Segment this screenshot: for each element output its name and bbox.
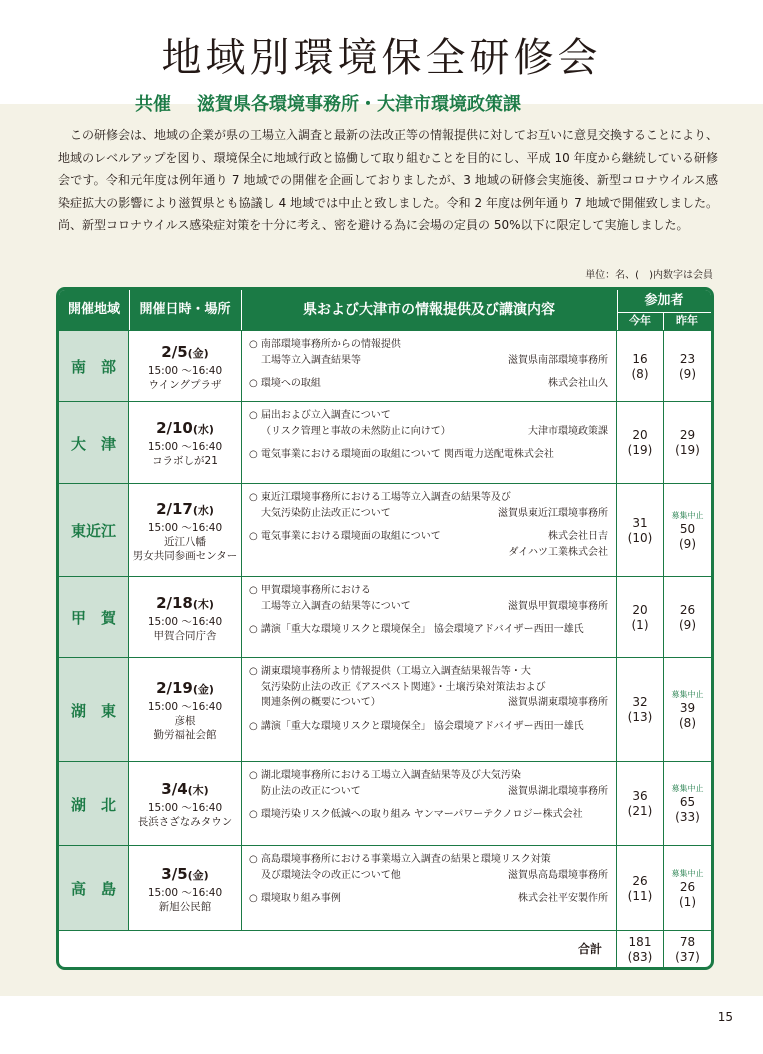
this-year-count-cell [617, 762, 664, 846]
this-year-count: 20 [632, 428, 648, 442]
last-year-count-cell [664, 577, 711, 658]
region-cell: 湖 東 [59, 658, 129, 762]
last-year-member-count: (19) [675, 443, 700, 457]
content-text: ○ 電気事業における環境面の取組について 関西電力送配電株式会社 [249, 449, 554, 460]
content-text: ○ 東近江環境事務所における工場等立入調査の結果等及び [249, 492, 511, 503]
date-venue-cell [129, 331, 242, 402]
content-organization: 滋賀県湖東環境事務所 [508, 697, 608, 708]
this-year-count: 32 [632, 695, 648, 709]
last-year-member-count: (9) [679, 536, 696, 551]
this-year-count-cell [617, 484, 664, 577]
total-last-year-member: (37) [675, 949, 700, 964]
content-text: ○ 湖北環境事務所における工場立入調査結果等及び大気汚染 [249, 770, 521, 781]
date-value: 3/5 [161, 864, 188, 883]
region-cell: 湖 北 [59, 762, 129, 846]
content-line [249, 408, 608, 424]
this-year-count: 31 [632, 515, 648, 530]
content-cell [241, 402, 617, 484]
venue-text: 甲賀合同庁舎 [153, 629, 217, 642]
last-year-count-cell [664, 846, 711, 931]
intro-text [58, 124, 718, 237]
content-line [249, 695, 608, 711]
table-row [59, 761, 711, 846]
content-text: 工場等立入調査結果等 [261, 354, 361, 366]
time-range: 15:00 ～16:40 [147, 701, 223, 713]
table-row [59, 330, 711, 402]
time-range: 15:00 ～16:40 [147, 521, 223, 534]
content-organization: 滋賀県甲賀環境事務所 [508, 600, 608, 612]
content-line [249, 784, 608, 800]
weekday-label: (木) [187, 784, 209, 797]
content-text: ○ 湖東環境事務所より情報提供（工場立入調査結果報告等・大 [249, 666, 531, 677]
this-year-member-count: (8) [631, 366, 649, 381]
table-row [59, 576, 711, 658]
this-year-member-count: (1) [631, 617, 649, 632]
content-organization: 滋賀県東近江環境事務所 [498, 507, 608, 519]
weekday-label: (木) [192, 597, 214, 611]
weekday-label: (金) [192, 683, 214, 696]
cancel-note: 募集中止 [671, 510, 704, 520]
page-number: 15 [717, 1010, 733, 1024]
content-line [249, 719, 608, 735]
table-row [59, 483, 711, 577]
last-year-member-count: (8) [679, 716, 696, 730]
content-text: ○ 講演「重大な環境リスクと環境保全」 協会環境アドバイザー西田一雄氏 [249, 624, 584, 635]
content-text: ○ 電気事業における環境面の取組について [249, 531, 441, 542]
organizer-line [135, 92, 521, 118]
date-venue-cell [129, 762, 242, 846]
content-organization: 株式会社日吉 [548, 531, 608, 542]
last-year-count-cell [664, 762, 711, 846]
date-label [129, 342, 241, 364]
last-year-count: 26 [679, 602, 696, 617]
last-year-count: 29 [679, 428, 696, 442]
venue-text: ウイングプラザ [148, 378, 222, 391]
content-cell [241, 762, 617, 846]
date-label [129, 418, 241, 440]
weekday-label: (金) [187, 868, 209, 882]
content-organization: 大津市環境政策課 [528, 425, 608, 437]
content-text: 関連条例の概要について） [261, 697, 381, 708]
header-date: 開催日時・場所 [129, 290, 242, 330]
date-venue-cell [129, 846, 242, 931]
weekday-label: (金) [187, 346, 209, 360]
content-text: （リスク管理と事故の未然防止に向けて） [261, 425, 451, 437]
this-year-count-cell [617, 331, 664, 402]
last-year-member-count: (9) [679, 617, 696, 632]
content-line [249, 599, 608, 615]
date-label [129, 593, 241, 615]
content-line [249, 891, 608, 907]
venue-text: 彦根 [174, 715, 196, 727]
content-text: 大気汚染防止法改正について [261, 507, 391, 519]
venue-text: コラボしが21 [152, 455, 218, 467]
content-cell [241, 846, 617, 931]
this-year-count-cell [617, 846, 664, 931]
this-year-member-count: (21) [627, 804, 653, 818]
cancel-note: 募集中止 [671, 868, 704, 878]
date-value: 3/4 [161, 780, 188, 798]
this-year-member-count: (13) [627, 710, 653, 724]
this-year-count-cell [617, 658, 664, 762]
this-year-count-cell [617, 402, 664, 484]
total-last-year-value: 78 [679, 934, 696, 949]
date-label [129, 779, 241, 801]
this-year-count: 36 [632, 789, 648, 803]
content-organization: 滋賀県湖北環境事務所 [508, 785, 608, 797]
content-organization: 滋賀県高島環境事務所 [508, 869, 608, 881]
total-last-year [664, 931, 711, 968]
table-header [59, 290, 711, 330]
venue-text: 近江八幡 [164, 535, 206, 548]
content-line [249, 664, 608, 680]
content-cell [241, 331, 617, 402]
content-organization: 滋賀県南部環境事務所 [508, 354, 608, 366]
cancel-note: 募集中止 [671, 784, 704, 793]
region-cell: 東近江 [59, 484, 129, 577]
last-year-member-count: (9) [679, 366, 696, 381]
content-line [249, 868, 608, 884]
content-line [249, 680, 608, 696]
this-year-count: 26 [632, 873, 648, 888]
table-row [59, 845, 711, 931]
content-text: ○ 高島環境事務所における事業場立入調査の結果と環境リスク対策 [249, 854, 551, 865]
content-line [249, 852, 608, 868]
content-organization: 株式会社平安製作所 [518, 893, 608, 904]
last-year-member-count: (33) [675, 810, 700, 824]
date-venue-cell [129, 402, 242, 484]
this-year-member-count: (19) [627, 443, 653, 457]
organizer-text: 滋賀県各環境事務所・大津市環境政策課 [197, 94, 521, 115]
content-line [249, 529, 608, 545]
total-this-year-value: 181 [628, 934, 652, 949]
content-line [249, 337, 608, 353]
header-last-year: 昨年 [676, 314, 698, 327]
content-line [249, 506, 608, 522]
weekday-label: (水) [192, 503, 214, 517]
content-cell [241, 577, 617, 658]
date-label [129, 678, 241, 700]
header-this-year: 今年 [617, 312, 664, 330]
content-text: 及び環境法令の改正について他 [261, 869, 401, 881]
page-title: 地域別環境保全研修会 [161, 35, 602, 81]
last-year-count: 65 [679, 795, 696, 809]
date-value: 2/10 [156, 419, 193, 437]
venue-text: 新旭公民館 [158, 900, 212, 913]
content-text: ○ 甲賀環境事務所における [249, 585, 371, 596]
this-year-member-count: (10) [627, 530, 653, 545]
last-year-count: 23 [679, 351, 696, 366]
content-text: ○ 環境への取組 [249, 378, 321, 389]
total-row [59, 930, 711, 968]
content-line [249, 622, 608, 638]
time-range: 15:00 ～16:40 [147, 615, 223, 628]
region-cell: 高 島 [59, 846, 129, 931]
date-value: 2/18 [156, 593, 193, 612]
content-text: 気汚染防止法の改正《アスベスト関連》・土壌汚染対策法および [261, 681, 546, 693]
this-year-count: 16 [632, 351, 648, 366]
venue-text: 男女共同参画センター [132, 549, 238, 562]
date-label [129, 864, 241, 886]
content-line [249, 768, 608, 784]
header-content: 県および大津市の情報提供及び講演内容 [241, 290, 618, 330]
table-row [59, 657, 711, 762]
content-text: 工場等立入調査の結果等について [261, 600, 411, 612]
content-cell [241, 658, 617, 762]
this-year-member-count: (11) [627, 888, 653, 903]
organizer-label: 共催 [135, 94, 171, 115]
unit-note: 単位：名、( )内数字は会員 [585, 270, 713, 281]
time-range: 15:00 ～16:40 [147, 886, 223, 899]
time-range: 15:00 ～16:40 [147, 441, 223, 453]
content-line [249, 447, 608, 463]
content-text: 防止法の改正について [261, 785, 361, 797]
cancel-note: 募集中止 [671, 690, 704, 699]
content-text: ○ 環境取り組み事例 [249, 893, 341, 904]
intro-paragraph: この研修会は、地域の企業が県の工場立入調査と最新の法改正等の情報提供に対してお互いに意見交換することにより、地域のレベルアップを図り、環境保全に地域行政と協働して取り組むことを目的にし、平成 10 年度から継続している研修会です。令和元年度は例年通り 7 地域での開催を企画しておりましたが、3 地域の研修会実施後、新型コロナウイルス感染症拡大の影響により滋賀県とも協議し 4 地域では中止と致しました。令和 2 年度は例年通り 7 地域で開催致しました。尚、新型コロナウイルス感染症対策を十分に考え、密を避ける為に会場の定員の 50%以下に限定して実施しました。 [58, 128, 719, 232]
last-year-count-cell [664, 331, 711, 402]
seminar-table [56, 287, 714, 970]
date-value: 2/17 [156, 499, 193, 518]
content-organization: 株式会社山久 [548, 378, 608, 389]
content-text: ○ 講演「重大な環境リスクと環境保全」 協会環境アドバイザー西田一雄氏 [249, 720, 584, 732]
content-text: ○ 南部環境事務所からの情報提供 [249, 339, 401, 350]
total-this-year-member: (83) [627, 949, 653, 964]
header-region: 開催地域 [59, 290, 130, 330]
last-year-count-cell [664, 658, 711, 762]
table-row [59, 401, 711, 484]
region-cell: 南 部 [59, 331, 129, 402]
content-line [249, 490, 608, 506]
header-participants [617, 290, 711, 330]
content-text: ○ 環境汚染リスク低減への取り組み ヤンマーパワーテクノロジー株式会社 [249, 809, 583, 820]
date-venue-cell [129, 484, 242, 577]
total-this-year [617, 931, 664, 968]
last-year-count-cell [664, 402, 711, 484]
date-value: 2/19 [156, 679, 193, 697]
date-venue-cell [129, 658, 242, 762]
venue-text: 勤労福祉会館 [153, 729, 217, 741]
content-cell [241, 484, 617, 577]
venue-text: 長浜さざなみタウン [137, 816, 233, 828]
weekday-label: (水) [192, 423, 214, 436]
content-line [249, 807, 608, 823]
content-text: ○ 届出および立入調査について [249, 410, 391, 421]
region-cell: 大 津 [59, 402, 129, 484]
time-range: 15:00 ～16:40 [147, 802, 223, 814]
this-year-count-cell [617, 577, 664, 658]
content-line [249, 376, 608, 392]
last-year-count: 26 [679, 879, 696, 894]
content-line [249, 353, 608, 369]
this-year-count: 20 [632, 602, 648, 617]
total-label: 合計 [59, 931, 617, 968]
region-cell: 甲 賀 [59, 577, 129, 658]
last-year-count-cell [664, 484, 711, 577]
date-label [129, 499, 241, 521]
content-line [249, 424, 608, 440]
content-line [249, 583, 608, 599]
date-value: 2/5 [161, 342, 188, 361]
last-year-count: 50 [679, 521, 696, 536]
content-organization: ダイハツ工業株式会社 [508, 546, 608, 558]
date-venue-cell [129, 577, 242, 658]
time-range: 15:00 ～16:40 [147, 364, 223, 377]
last-year-count: 39 [679, 701, 696, 715]
last-year-member-count: (1) [679, 894, 696, 909]
header-participants-label: 参加者 [617, 290, 711, 313]
